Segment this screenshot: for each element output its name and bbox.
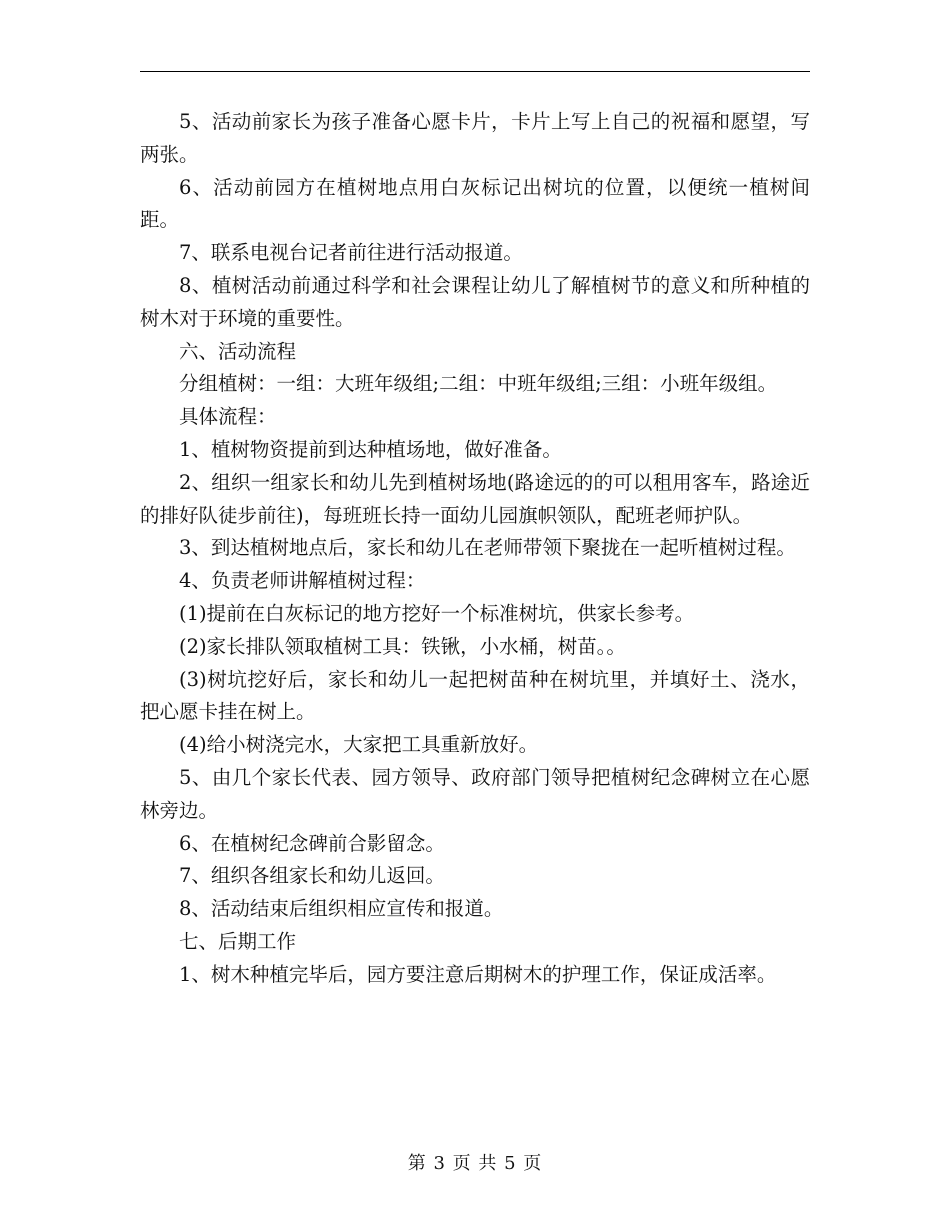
paragraph: 7、组织各组家长和幼儿返回。 [179, 864, 445, 888]
paragraph: 8、植树活动前通过科学和社会课程让幼儿了解植树节的意义和所种植的树木对于环境的重要性。 [140, 273, 810, 330]
section-heading: 六、活动流程 [179, 339, 297, 363]
paragraph: (4)给小树浇完水，大家把工具重新放好。 [179, 733, 539, 757]
paragraph: 具体流程： [179, 405, 277, 429]
paragraph: 1、树木种植完毕后，园方要注意后期树木的护理工作，保证成活率。 [179, 962, 777, 986]
paragraph: 2、组织一组家长和幼儿先到植树场地(路途远的的可以租用客车，路途近的排好队徒步前往)，每班班长持一面幼儿园旗帜领队，配班老师护队。 [140, 470, 810, 527]
paragraph: (1)提前在白灰标记的地方挖好一个标准树坑，供家长参考。 [179, 601, 695, 625]
paragraph: 4、负责老师讲解植树过程： [179, 569, 426, 593]
page-number: 第 3 页 共 5 页 [407, 1153, 543, 1174]
paragraph: 1、植树物资提前到达种植场地，做好准备。 [179, 437, 562, 461]
section-heading: 七、后期工作 [179, 929, 297, 953]
paragraph: (2)家长排队领取植树工具：铁锹，小水桶，树苗。。 [179, 634, 626, 658]
document-body [140, 106, 810, 992]
paragraph: 8、活动结束后组织相应宣传和报道。 [179, 897, 504, 921]
paragraph: 7、联系电视台记者前往进行活动报道。 [179, 241, 523, 265]
paragraph: 5、由几个家长代表、园方领导、政府部门领导把植树纪念碑树立在心愿林旁边。 [140, 765, 810, 822]
paragraph: 6、在植树纪念碑前合影留念。 [179, 831, 445, 855]
paragraph: 6、活动前园方在植树地点用白灰标记出树坑的位置，以便统一植树间距。 [140, 175, 810, 232]
paragraph: 3、到达植树地点后，家长和幼儿在老师带领下聚拢在一起听植树过程。 [179, 536, 796, 560]
header-rule [140, 71, 810, 72]
paragraph: (3)树坑挖好后，家长和幼儿一起把树苗种在树坑里，并填好土、浇水，把心愿卡挂在树上。 [140, 667, 810, 724]
paragraph: 分组植树：一组：大班年级组;二组：中班年级组;三组：小班年级组。 [179, 372, 778, 396]
paragraph: 5、活动前家长为孩子准备心愿卡片，卡片上写上自己的祝福和愿望，写两张。 [140, 110, 810, 166]
